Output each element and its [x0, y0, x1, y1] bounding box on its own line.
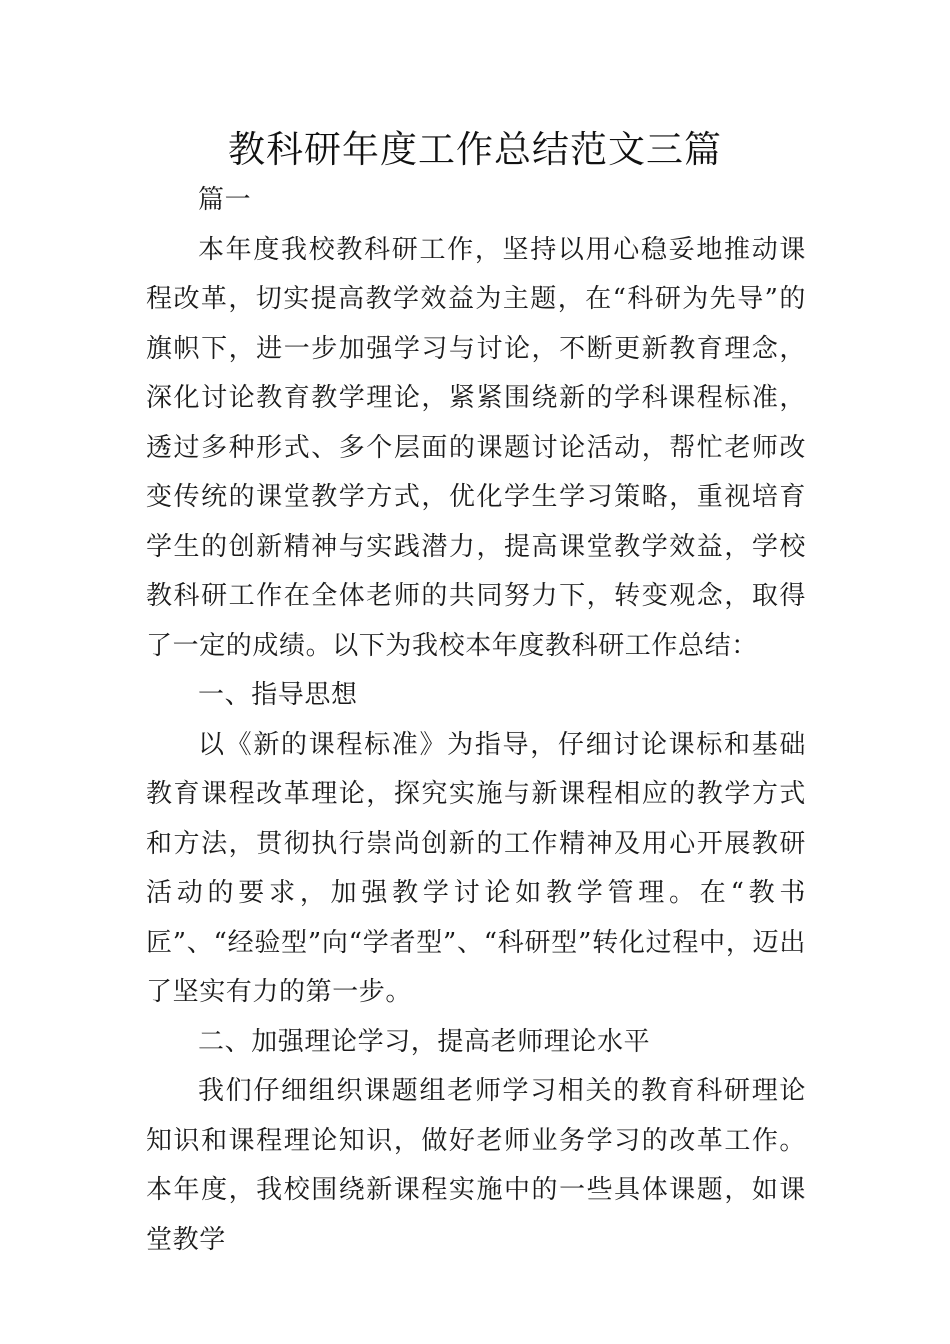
section-heading-guiding-ideology: 一、指导思想: [198, 680, 358, 710]
intro-paragraph: 本年度我校教科研工作，坚持以用心稳妥地推动课程改革，切实提高教学效益为主题，在“科研为先导”的旗帜下，进一步加强学习与讨论，不断更新教育理念，深化讨论教育教学理论，紧紧围绕新的学科课程标准，透过多种形式、多个层面的课题讨论活动，帮忙老师改变传统的课堂教学方式，优化学生学习策略，重视培育学生的创新精神与实践潜力，提高课堂教学效益，学校教科研工作在全体老师的共同努力下，转变观念，取得了一定的成绩。以下为我校本年度教科研工作总结：: [146, 234, 806, 661]
section-heading-theory-study: 二、加强理论学习，提高老师理论水平: [198, 1026, 651, 1057]
document-body: [146, 176, 806, 1265]
theory-study-paragraph: 我们仔细组织课题组老师学习相关的教育科研理论知识和课程理论知识，做好老师业务学习的改革工作。本年度，我校围绕新课程实施中的一些具体课题，如课堂教学: [146, 1076, 806, 1255]
section-label: 篇一: [198, 185, 252, 215]
document-title: 教科研年度工作总结范文三篇: [228, 128, 722, 171]
guiding-ideology-paragraph: 以《新的课程标准》为指导，仔细讨论课标和基础教育课程改革理论，探究实施与新课程相应的教学方式和方法，贯彻执行崇尚创新的工作精神及用心开展教研活动的要求，加强教学讨论如教学管理。在“教书匠”、“经验型”向“学者型”、“科研型”转化过程中，迈出了坚实有力的第一步。: [146, 729, 806, 1007]
